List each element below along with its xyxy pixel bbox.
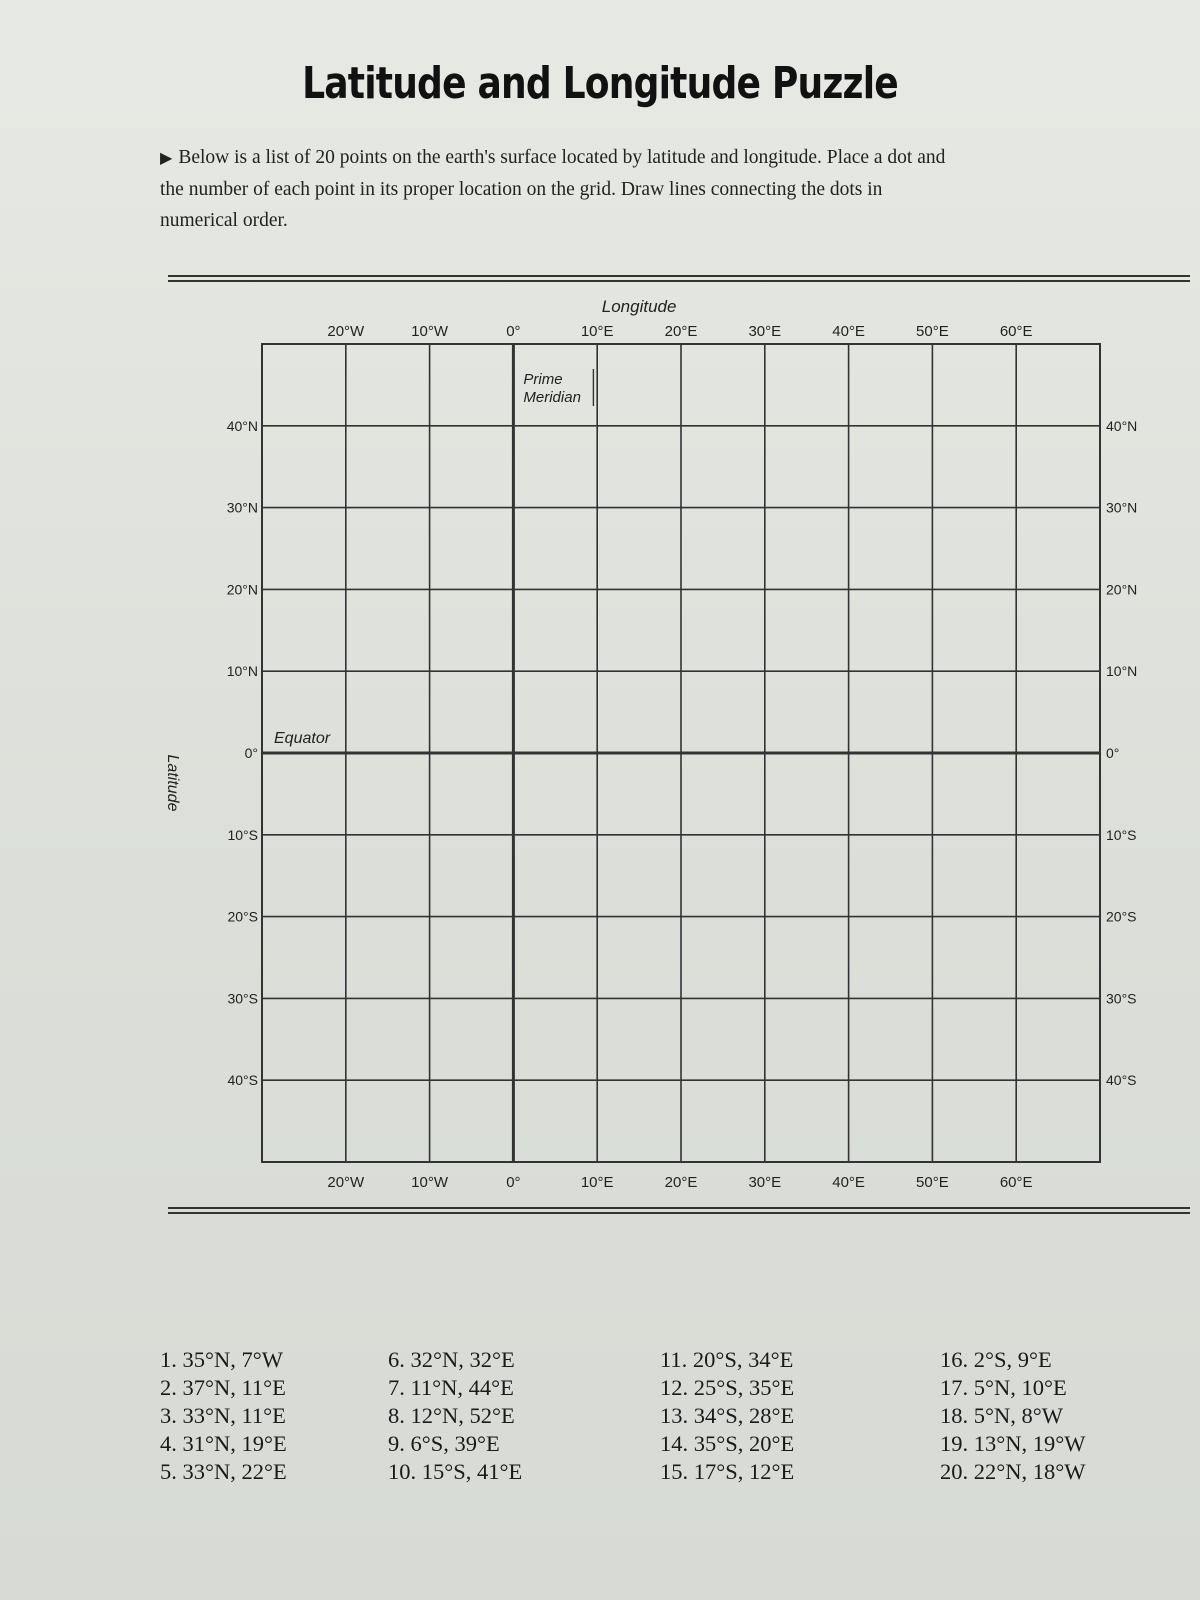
point-column-3 [660,1346,794,1486]
lon-tick-label-top: 40°E [832,323,865,340]
equator-label: Equator [274,730,331,747]
lon-tick-label-bottom: 60°E [999,1174,1033,1191]
lat-tick-label-right: 10°N [1106,663,1138,680]
lat-tick-label-right: 0° [1106,745,1120,761]
point-item: 12. 25°S, 35°E [660,1375,795,1400]
lon-tick-label-bottom: 10°W [411,1174,449,1191]
lon-tick-label-bottom: 10°E [580,1174,614,1191]
point-column-1 [160,1346,287,1486]
page-title: Latitude and Longitude Puzzle [302,58,898,109]
longitude-axis-label: Longitude [601,297,677,316]
lon-tick-label-top: 0° [506,323,521,340]
lon-tick-label-top: 10°E [580,323,614,340]
point-item: 10. 15°S, 41°E [388,1459,523,1484]
lon-tick-label-bottom: 30°E [748,1174,782,1191]
lon-tick-label-top: 30°E [748,323,782,340]
lon-tick-label-top: 50°E [916,323,949,340]
lon-tick-label-bottom: 50°E [916,1174,949,1191]
lat-tick-label-right: 20°S [1106,908,1137,925]
lon-tick-label-bottom: 20°E [664,1174,698,1191]
point-item: 9. 6°S, 39°E [388,1431,500,1456]
lon-tick-label-bottom: 20°W [327,1174,365,1191]
lon-tick-label-bottom: 0° [506,1174,521,1191]
lat-tick-label-left: 20°S [227,908,258,925]
lat-tick-label-right: 30°N [1106,499,1138,516]
point-item: 14. 35°S, 20°E [660,1431,795,1456]
lat-tick-label-left: 40°S [227,1072,258,1089]
prime-meridian-label: Prime [523,371,563,388]
lat-tick-label-right: 40°N [1106,417,1138,434]
point-item: 6. 32°N, 32°E [388,1347,515,1372]
point-item: 4. 31°N, 19°E [160,1431,287,1456]
point-item: 1. 35°N, 7°W [160,1347,283,1372]
prime-meridian-label: Meridian [523,389,581,406]
lat-tick-label-right: 30°S [1106,990,1137,1007]
lat-tick-label-left: 30°N [226,499,258,516]
lat-tick-label-left: 0° [244,745,258,761]
lat-tick-label-right: 10°S [1106,826,1137,843]
point-item: 3. 33°N, 11°E [160,1403,286,1428]
point-item: 16. 2°S, 9°E [940,1347,1052,1372]
lat-tick-label-left: 40°N [226,417,258,434]
lon-tick-label-bottom: 40°E [832,1174,865,1191]
point-item: 5. 33°N, 22°E [160,1459,287,1484]
lat-tick-label-left: 30°S [227,990,258,1007]
lon-tick-label-top: 60°E [999,323,1033,340]
lat-tick-label-left: 10°N [226,663,258,680]
point-item: 2. 37°N, 11°E [160,1375,286,1400]
point-list [160,1346,1180,1526]
arrow-right-icon: ▶ [160,150,173,167]
lon-tick-label-top: 10°W [411,323,449,340]
lat-tick-label-left: 20°N [226,581,258,598]
lat-tick-label-right: 40°S [1106,1072,1137,1089]
point-column-2 [388,1346,522,1486]
instructions-text: Below is a list of 20 points on the earth's surface located by latitude and longitude. Place a dot and the number of each point in its proper location on the grid. Draw lines connecting the dots in numerical order. [160,147,946,231]
point-column-4 [940,1346,1085,1486]
point-item: 8. 12°N, 52°E [388,1403,515,1428]
lon-tick-label-top: 20°W [327,323,365,340]
point-item: 13. 34°S, 28°E [660,1403,795,1428]
point-item: 11. 20°S, 34°E [660,1347,794,1372]
latitude-axis-label: Latitude [164,754,181,812]
bottom-divider-line-2 [168,1212,1190,1214]
lat-tick-label-left: 10°S [227,826,258,843]
point-item: 15. 17°S, 12°E [660,1459,795,1484]
lat-tick-label-right: 20°N [1106,581,1138,598]
point-item: 17. 5°N, 10°E [940,1375,1067,1400]
bottom-divider-line [168,1207,1190,1209]
point-item: 20. 22°N, 18°W [940,1459,1086,1484]
point-item: 18. 5°N, 8°W [940,1403,1063,1428]
point-item: 7. 11°N, 44°E [388,1375,514,1400]
lon-tick-label-top: 20°E [664,323,698,340]
point-item: 19. 13°N, 19°W [940,1431,1086,1456]
